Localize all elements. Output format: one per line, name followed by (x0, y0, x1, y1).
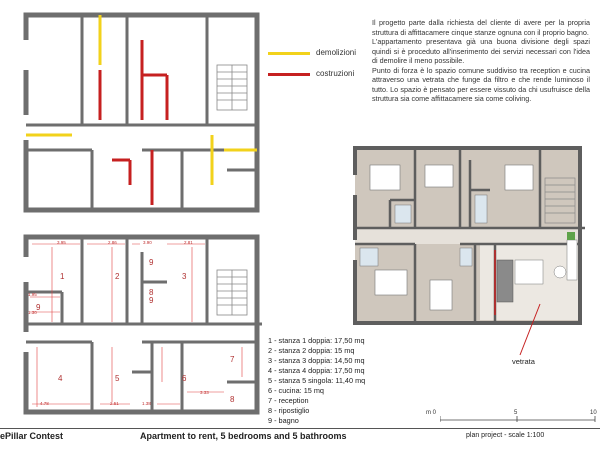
room-number: 7 (230, 355, 235, 364)
dimension-label: 3.33 (200, 390, 209, 395)
footer-divider (0, 428, 600, 429)
project-title: Apartment to rent, 5 bedrooms and 5 bathrooms (140, 431, 347, 441)
dimension-label: 4.78 (40, 401, 49, 406)
dimension-label: 3.90 (143, 240, 152, 245)
legend-label-demolition: demolizioni (316, 48, 357, 57)
room-number: 1 (60, 272, 65, 281)
scale-bar (440, 412, 600, 424)
scale-tick-label: m 0 (426, 410, 437, 416)
stair-icon (217, 270, 247, 315)
room-number: 9 (149, 258, 154, 267)
scale-tick-label: 10 (590, 410, 597, 416)
description-paragraph: Il progetto parte dalla richiesta del cliente di avere per la propria struttura di affittacamere cinque stanze ognuna con il proprio bagno. (372, 18, 590, 37)
room-list-item: 8 - ripostiglio (268, 406, 310, 415)
dimension-label: 1.95 (28, 292, 37, 297)
dimensioned-plan (12, 232, 262, 422)
room-list-item: 5 - stanza 5 singola: 11,40 mq (268, 376, 366, 385)
legend-label-construction: costruzioni (316, 69, 355, 78)
room-list-item: 3 - stanza 3 doppia: 14,50 mq (268, 356, 365, 365)
furnished-plan (345, 140, 595, 340)
dimension-label: 3.95 (57, 240, 66, 245)
legend (268, 48, 368, 82)
room-list-item: 7 - reception (268, 396, 309, 405)
dimension-label: 2.51 (110, 401, 119, 406)
project-description (372, 18, 590, 104)
room-number: 9 (36, 303, 41, 312)
room-number: 8 (149, 288, 154, 297)
room-number: 6 (182, 374, 187, 383)
room-list-item: 9 - bagno (268, 416, 299, 425)
vetrata-leader-line (495, 300, 555, 360)
room-number: 8 (230, 395, 235, 404)
room-list-item: 1 - stanza 1 doppia: 17,50 mq (268, 336, 365, 345)
construction-walls (100, 40, 167, 205)
description-paragraph: L'appartamento presentava già una buona divisione degli spazi quindi si è proceduto all'inserimento dei servizi necessari con l'idea di demolire il meno possibile. (372, 37, 590, 65)
dimension-label: 1.38 (142, 401, 151, 406)
demolition-construction-plan (12, 10, 262, 225)
vetrata-label: vetrata (512, 357, 535, 366)
scale-tick-label: 5 (514, 410, 518, 416)
room-number: 3 (182, 272, 187, 281)
room-list (268, 336, 388, 426)
dimension-label: 2.81 (184, 240, 193, 245)
room-number: 2 (115, 272, 120, 281)
room-list-item: 6 - cucina: 15 mq (268, 386, 324, 395)
description-paragraph: Punto di forza è lo spazio comune suddiviso tra reception e cucina attraverso una vetrata che funge da filtro e che rende luminoso il tutto. Lo spazio è pensato per essere vissuto da chi usufruisce della struttura sia come affittacamere sia come coliving. (372, 65, 590, 103)
legend-swatch-construction (268, 73, 310, 76)
room-number: 9 (149, 296, 154, 305)
dimension-label: 1.30 (28, 310, 37, 315)
contest-name: ePillar Contest (0, 431, 64, 441)
corridor-floor (355, 228, 580, 244)
room-number: 5 (115, 374, 120, 383)
room-list-item: 2 - stanza 2 doppia: 15 mq (268, 346, 355, 355)
room-number: 4 (58, 374, 63, 383)
room-list-item: 4 - stanza 4 doppia: 17,50 mq (268, 366, 365, 375)
dimension-label: 2.86 (108, 240, 117, 245)
legend-swatch-demolition (268, 52, 310, 55)
plan-scale-label: plan project - scale 1:100 (466, 432, 545, 439)
stair-icon (217, 65, 247, 110)
